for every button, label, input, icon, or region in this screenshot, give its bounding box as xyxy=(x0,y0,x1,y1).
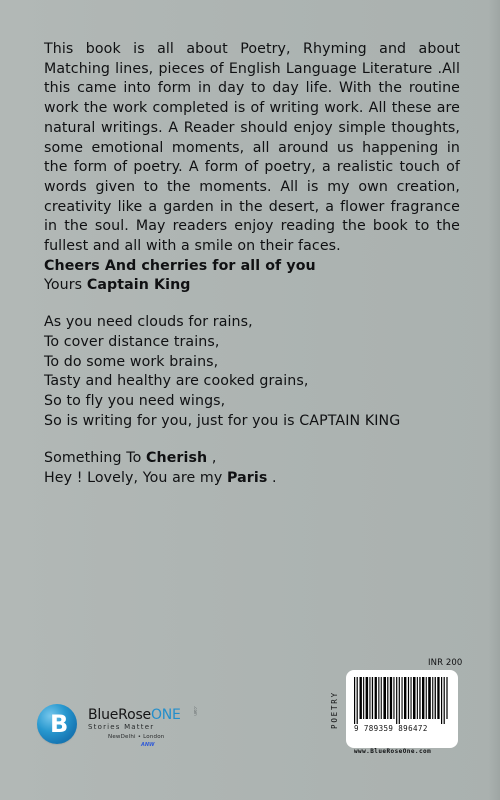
signoff-prefix: Yours xyxy=(44,277,83,294)
cherish-word: Cherish xyxy=(146,450,208,467)
spine-shadow xyxy=(488,0,500,800)
poem-line: So is writing for you, just for you is CAPTAIN KING xyxy=(44,412,401,429)
price-label: INR 200 xyxy=(428,658,463,668)
author-name: Captain King xyxy=(86,277,191,294)
brand-domain-suffix: .com xyxy=(193,706,198,716)
publisher-url: www.BlueRoseOne.com xyxy=(354,748,432,755)
poem-line: Tasty and healthy are cooked grains, xyxy=(44,373,309,390)
publisher-brand xyxy=(88,708,181,723)
isbn-barcode-panel xyxy=(346,670,458,748)
author-signoff xyxy=(44,276,460,296)
paris-word: Paris xyxy=(226,470,268,487)
brand-accent: ONE xyxy=(150,707,181,723)
poem-line: To cover distance trains, xyxy=(44,333,220,350)
paris-prefix: Hey ! Lovely, You are my xyxy=(44,470,223,487)
logo-letter: B xyxy=(50,710,69,738)
paris-suffix: . xyxy=(272,470,277,487)
publisher-tagline: Stories Matter xyxy=(88,723,155,731)
poem xyxy=(44,313,460,431)
text-spacer xyxy=(44,296,460,313)
cherish-prefix: Something To xyxy=(44,450,142,467)
poem-line: As you need clouds for rains, xyxy=(44,314,253,331)
cherish-suffix: , xyxy=(211,450,217,467)
publisher-locations: NewDelhi • London xyxy=(108,734,165,740)
poem-line: To do some work brains, xyxy=(44,353,219,370)
publisher-small-mark: ANW xyxy=(141,742,155,748)
publisher-logo-icon xyxy=(37,704,77,744)
brand-main: BlueRose xyxy=(88,707,151,723)
cherish-line xyxy=(44,449,460,469)
text-spacer xyxy=(44,431,460,449)
bluerose-logo xyxy=(37,704,217,754)
paris-line xyxy=(44,469,460,489)
back-cover-text xyxy=(44,40,460,489)
isbn-number: 9 789359 896472 xyxy=(354,724,428,733)
cheers-line: Cheers And cherries for all of you xyxy=(44,257,316,274)
category-label: POETRY xyxy=(330,691,339,729)
isbn-barcode xyxy=(354,677,450,724)
book-description: This book is all about Poetry, Rhyming and about Matching lines, pieces of English Language Literature .All this came into form in day to day life. With the routine work the work completed is of writing work. All these are natural writings. A Reader should enjoy simple thoughts, some emotional moments, all around us happening in the form of poetry. A form of poetry, a realistic touch of words given to the moments. All is my own creation, creativity like a garden in the desert, a flower fragrance in the soul. May readers enjoy reading the book to the fullest and all with a smile on their faces. xyxy=(44,41,460,255)
poem-line: So to fly you need wings, xyxy=(44,392,226,409)
